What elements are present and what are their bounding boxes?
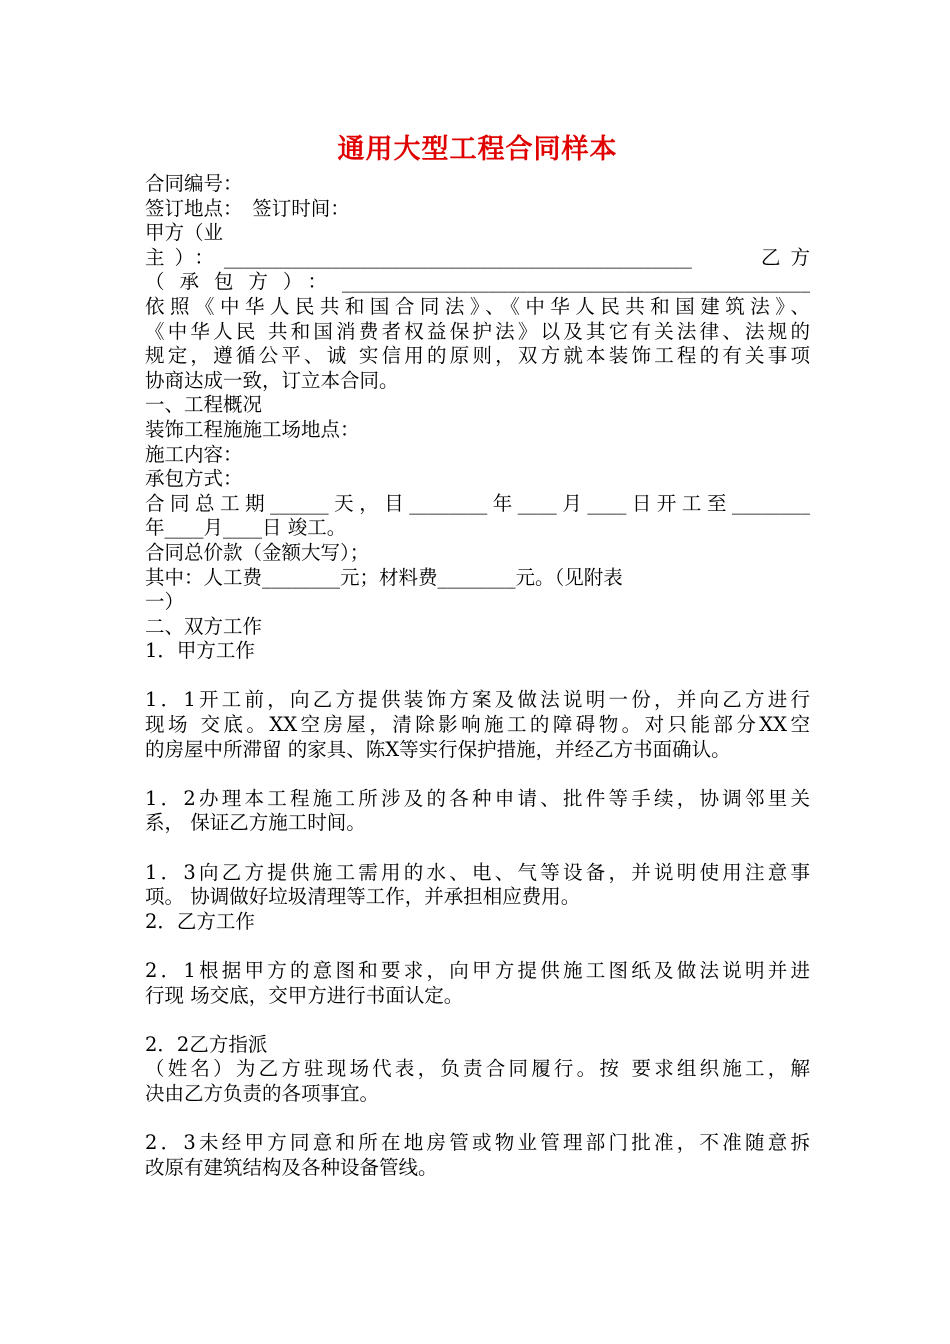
document-title: 通用大型工程合同样本	[337, 134, 618, 165]
text-line: 1．甲方工作	[145, 639, 255, 663]
text-line: 施工内容：	[145, 442, 243, 466]
text-line: 2．3未经甲方同意和所在地房管或物业管理部门批准，不准随意拆	[145, 1131, 810, 1155]
blank-line	[145, 762, 810, 787]
text-line: 依照《中华人民共和国合同法》、《中华人民共和国建筑法》、	[145, 294, 810, 318]
text-line: 二、双方工作	[145, 614, 263, 638]
text-line: 承包方式：	[145, 467, 243, 491]
text-line: 改原有建筑结构及各种设备管线。	[145, 1155, 438, 1179]
text-line: 决由乙方负责的各项事宜。	[145, 1081, 380, 1105]
blank-line	[145, 1008, 810, 1033]
text-line: 签订地点： 签订时间：	[145, 196, 350, 220]
text-line: 1．1开工前，向乙方提供装饰方案及做法说明一份，并向乙方进行	[145, 688, 810, 712]
blank-line	[145, 664, 810, 689]
text-line: 的房屋中所滞留 的家具、陈X等实行保护措施，并经乙方书面确认。	[145, 737, 731, 761]
document-body	[145, 172, 810, 1180]
text-line: 《中华人民 共和国消费者权益保护法》以及其它有关法律、法规的	[145, 319, 810, 343]
text-line: 2．2乙方指派	[145, 1032, 268, 1056]
blank-line	[145, 1107, 810, 1132]
text-line: 2．1根据甲方的意图和要求，向甲方提供施工图纸及做法说明并进	[145, 959, 810, 982]
text-line: 合同编号：	[145, 172, 243, 195]
blank-line	[145, 934, 810, 959]
text-line: 现场 交底。XX空房屋，清除影响施工的障碍物。对只能部分XX空	[145, 713, 810, 737]
blank-line	[145, 836, 810, 861]
text-line: 合同总工期______天，目________年____月____日开工至________	[145, 491, 810, 515]
text-line: （姓名）为乙方驻现场代表，负责合同履行。按 要求组织施工，解	[145, 1057, 810, 1081]
text-line: 协商达成一致，订立本合同。	[145, 368, 399, 392]
text-line: 规定，遵循公平、诚 实信用的原则，双方就本装饰工程的有关事项	[145, 344, 810, 368]
text-line: 项。 协调做好垃圾清理等工作，并承担相应费用。	[145, 885, 581, 909]
text-line: 1．3向乙方提供施工需用的水、电、气等设备，并说明使用注意事	[145, 860, 810, 884]
text-line: 一）	[145, 590, 185, 614]
text-line: 装饰工程施施工场地点：	[145, 417, 360, 441]
text-line: 1．2办理本工程施工所涉及的各种申请、批件等手续，协调邻里关	[145, 786, 810, 810]
text-line: 行现 场交底，交甲方进行书面认定。	[145, 983, 464, 1007]
text-line: 年____月____日 竣工。	[145, 516, 347, 540]
text-line: 合同总价款（金额大写）；	[145, 540, 370, 564]
text-line: 2．乙方工作	[145, 909, 255, 933]
text-line: 主）：________________________________________________ 乙方	[145, 245, 810, 269]
text-line: 其中：人工费________元；材料费________元。（见附表	[145, 565, 623, 589]
contract-page	[145, 130, 810, 1180]
text-line: 一、工程概况	[145, 393, 263, 417]
text-line: 系， 保证乙方施工时间。	[145, 811, 366, 835]
text-line: 甲方（业	[145, 221, 224, 245]
text-line: （承包方）：________________________________________________	[145, 270, 810, 294]
